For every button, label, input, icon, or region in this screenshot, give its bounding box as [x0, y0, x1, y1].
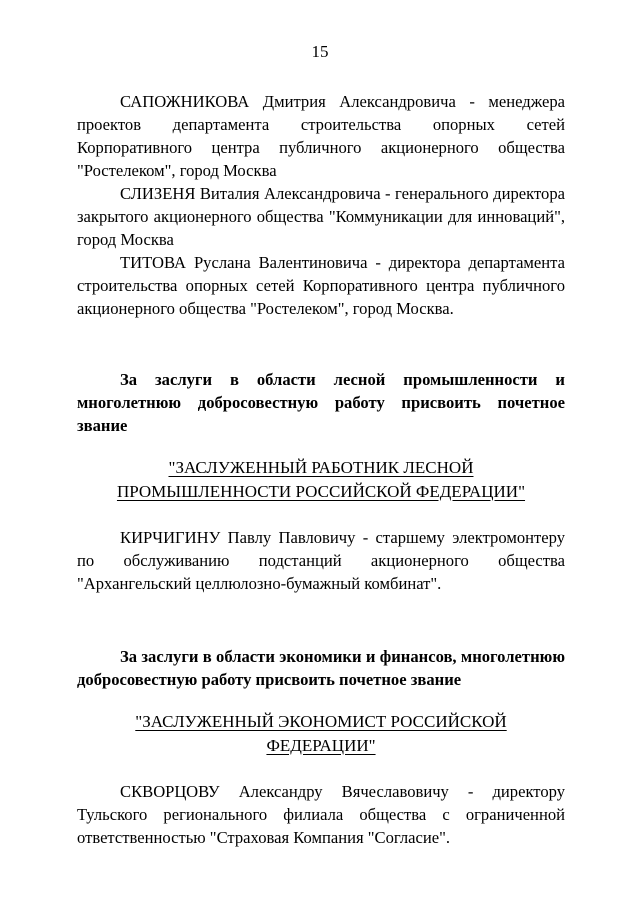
award-text: Руслана Валентиновича - директора департамента строительства опорных сетей Корпоративного центра публичного акционерного общества "Ростелеком", город Москва.	[77, 253, 566, 318]
award-surname: СЛИЗЕНЯ	[120, 184, 196, 203]
award-text: Александру Вячеславовичу - директору Тульского регионального филиала общества с ограниченной ответственностью "Страховая Компания "Согласие".	[77, 782, 565, 847]
award-text: Павлу Павловичу - старшему электромонтеру по обслуживанию подстанций акционерного общества "Архангельский целлюлозно-бумажный комбинат".	[77, 528, 565, 593]
page-number: 15	[311, 42, 329, 61]
award-surname: КИРЧИГИНУ	[120, 528, 221, 547]
award-entry	[77, 526, 565, 595]
section-heading-forestry: За заслуги в области лесной промышленности и многолетнюю добросовестную работу присвоить почетное звание	[77, 370, 565, 435]
award-text: Виталия Александровича - генерального директора закрытого акционерного общества "Коммуникации для инноваций", город Москва	[77, 184, 565, 249]
award-entry	[77, 780, 565, 849]
award-entry	[77, 251, 565, 320]
award-entry	[77, 90, 565, 182]
honorary-title-forestry: "ЗАСЛУЖЕННЫЙ РАБОТНИК ЛЕСНОЙ ПРОМЫШЛЕННОСТИ РОССИЙСКОЙ ФЕДЕРАЦИИ"	[116, 458, 526, 501]
award-text: Дмитрия Александровича - менеджера проектов департамента строительства опорных сетей Корпоративного центра публичного акционерного общества "Ростелеком", город Москва	[77, 92, 565, 180]
section-heading-economics: За заслуги в области экономики и финансов, многолетнюю добросовестную работу присвоить почетное звание	[77, 647, 565, 689]
award-surname: СКВОРЦОВУ	[120, 782, 220, 801]
document-body	[77, 90, 565, 849]
honorary-title-economics: "ЗАСЛУЖЕННЫЙ ЭКОНОМИСТ РОССИЙСКОЙ ФЕДЕРАЦИИ"	[135, 712, 507, 755]
award-surname: ТИТОВА	[120, 253, 187, 272]
award-surname: САПОЖНИКОВА	[120, 92, 250, 111]
award-entry	[77, 182, 565, 251]
